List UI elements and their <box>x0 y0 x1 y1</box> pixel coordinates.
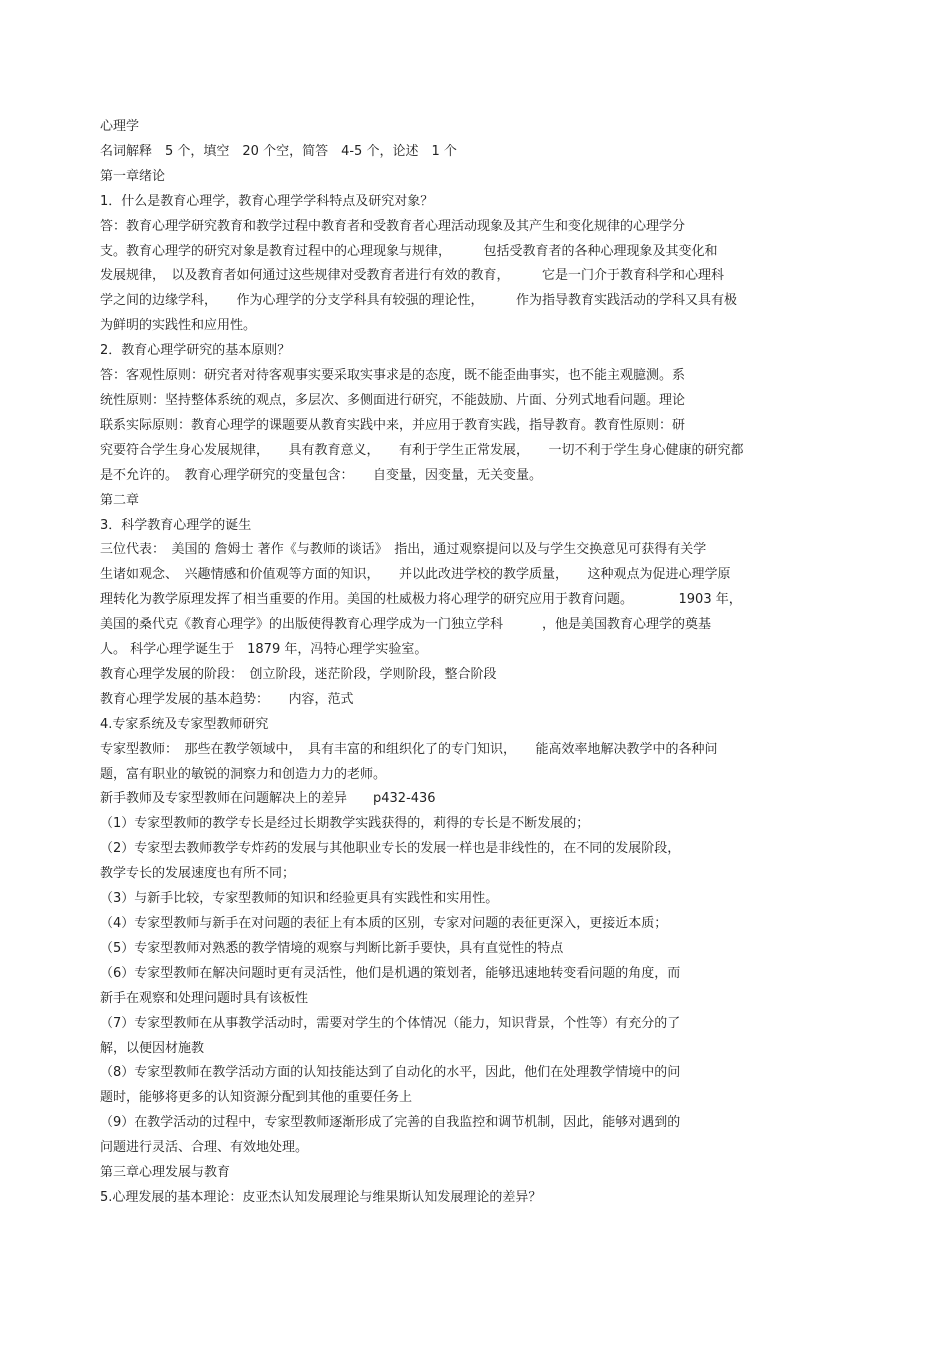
text-line: （8）专家型教师在教学活动方面的认知技能达到了自动化的水平，因此，他们在处理教学情境中的问 <box>100 1065 681 1081</box>
text-line: 人。 科学心理学诞生于 1879 年，冯特心理学实验室。 <box>100 642 428 658</box>
text-line: 4.专家系统及专家型教师研究 <box>100 716 269 732</box>
text-line: 三位代表： 美国的 詹姆士 著作《与教师的谈话》 指出，通过观察提问以及与学生交换意见可获得有关学 <box>100 542 707 558</box>
text-line: 心理学 <box>100 119 140 134</box>
text-line: 题时，能够将更多的认知资源分配到其他的重要任务上 <box>100 1090 413 1106</box>
text-line: 名词解释 5 个，填空 20 个空，简答 4-5 个，论述 1 个 <box>100 143 457 159</box>
text-line: 发展规律， 以及教育者如何通过这些规律对受教育者进行有效的教育， 它是一门介于教育科学和心理科 <box>100 268 725 284</box>
text-line: 新手在观察和处理问题时具有该板性 <box>100 990 309 1006</box>
text-line: （9）在教学活动的过程中，专家型教师逐渐形成了完善的自我监控和调节机制，因此，能够对遇到的 <box>100 1115 681 1131</box>
text-line: 1．什么是教育心理学，教育心理学学科特点及研究对象？ <box>100 193 434 209</box>
text-line: 3．科学教育心理学的诞生 <box>100 517 252 533</box>
text-line: （1）专家型教师的教学专长是经过长期教学实践获得的，莉得的专长是不断发展的； <box>100 816 590 832</box>
text-line: 第一章绪论 <box>100 168 166 184</box>
text-line: （2）专家型去教师教学专炸药的发展与其他职业专长的发展一样也是非线性的，在不同的发展阶段， <box>100 841 681 857</box>
text-line: 2．教育心理学研究的基本原则？ <box>100 343 291 359</box>
text-line: 联系实际原则：教育心理学的课题要从教育实践中来，并应用于教育实践，指导教育。教育性原则：研 <box>100 417 686 433</box>
text-line: 5.心理发展的基本理论：皮亚杰认知发展理论与维果斯认知发展理论的差异？ <box>100 1189 542 1205</box>
text-line: 专家型教师： 那些在教学领域中， 具有丰富的和组织化了的专门知识， 能高效率地解决教学中的各种问 <box>100 741 718 757</box>
text-line: 究要符合学生身心发展规律， 具有教育意义， 有利于学生正常发展， 一切不利于学生身心健康的研究都 <box>100 442 744 458</box>
text-line: 教育心理学发展的阶段： 创立阶段，迷茫阶段，学则阶段，整合阶段 <box>100 666 497 682</box>
text-line: 支。教育心理学的研究对象是教育过程中的心理现象与规律， 包括受教育者的各种心理现象及其变化和 <box>100 243 718 259</box>
text-line: 是不允许的。 教育心理学研究的变量包含： 自变量，因变量，无关变量。 <box>100 467 543 483</box>
text-line: 新手教师及专家型教师在问题解决上的差异 p432-436 <box>100 791 436 807</box>
text-line: 教学专长的发展速度也有所不同； <box>100 866 296 882</box>
text-line: 答：客观性原则：研究者对待客观事实要采取实事求是的态度，既不能歪曲事实，也不能主观臆测。系 <box>100 368 686 384</box>
text-line: 题，富有职业的敏锐的洞察力和创造力力的老师。 <box>100 766 387 782</box>
text-line: （4）专家型教师与新手在对问题的表征上有本质的区别，专家对问题的表征更深入，更接近本质； <box>100 916 668 931</box>
text-line: 为鲜明的实践性和应用性。 <box>100 318 257 334</box>
text-line: （3）与新手比较，专家型教师的知识和经验更具有实践性和实用性。 <box>100 891 499 907</box>
text-line: （7）专家型教师在从事教学活动时，需要对学生的个体情况（能力，知识背景，个性等）有充分的了 <box>100 1015 681 1031</box>
text-line: 统性原则：坚持整体系统的观点，多层次、多侧面进行研究，不能鼓励、片面、分列式地看问题。理论 <box>100 392 686 408</box>
text-line: 问题进行灵活、合理、有效地处理。 <box>100 1140 309 1156</box>
text-line: 答：教育心理学研究教育和教学过程中教育者和受教育者心理活动现象及其产生和变化规律的心理学分 <box>100 218 686 234</box>
text-line: 美国的桑代克《教育心理学》的出版使得教育心理学成为一门独立学科 ，他是美国教育心理学的奠基 <box>100 617 712 633</box>
text-line: 第三章心理发展与教育 <box>100 1165 231 1181</box>
document-page <box>100 115 860 1211</box>
text-line: （6）专家型教师在解决问题时更有灵活性，他们是机遇的策划者，能够迅速地转变看问题的角度，而 <box>100 965 681 981</box>
text-line: 第二章 <box>100 492 140 508</box>
text-line: （5）专家型教师对熟悉的教学情境的观察与判断比新手要快，具有直觉性的特点 <box>100 940 564 956</box>
text-line: 理转化为教学原理发挥了相当重要的作用。美国的杜威极力将心理学的研究应用于教育问题。 1903 年， <box>100 592 742 608</box>
text-line: 生诸如观念、 兴趣情感和价值观等方面的知识， 并以此改进学校的教学质量， 这种观点为促进心理学原 <box>100 567 731 583</box>
text-line: 解，以便因材施教 <box>100 1040 205 1056</box>
text-line: 学之间的边缘学科， 作为心理学的分支学科具有较强的理论性， 作为指导教育实践活动的学科又具有极 <box>100 293 738 309</box>
text-line: 教育心理学发展的基本趋势： 内容，范式 <box>100 691 354 707</box>
